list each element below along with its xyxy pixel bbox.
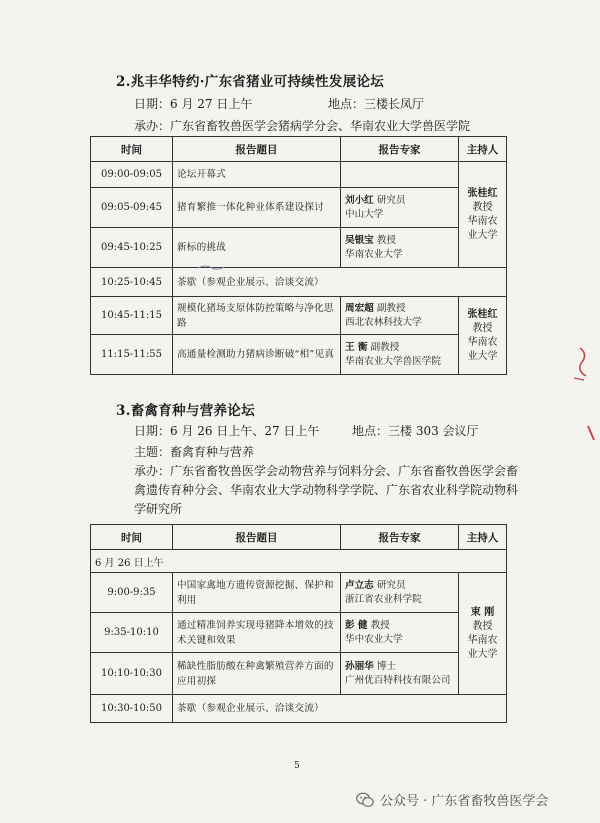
table-row [91,188,507,228]
expert-title: 研究员 [376,194,406,206]
expert-org: 浙江省农业科学院 [345,593,422,605]
row-expert [341,228,459,268]
row-topic: 通过精准饲养实现母猪降本增效的技术关键和效果 [173,613,341,653]
row-topic: 猪育繁推一体化种业体系建设探讨 [173,188,341,228]
row-expert [341,162,459,188]
row-topic: 高通量检测助力猪病诊断破“相”见真 [173,335,341,375]
expert-org: 西北农林科技大学 [345,316,422,328]
row-time: 10:25-10:45 [91,268,173,297]
table-header-row [91,137,507,162]
host-cell [459,162,507,268]
header-host: 主持人 [459,137,507,162]
host-org: 华南农业大学 [467,336,498,362]
footer-watermark [356,790,548,809]
host-title: 教授 [472,322,493,334]
expert-org: 华南农业大学兽医学院 [345,355,441,367]
host-cell [459,297,507,375]
header-time: 时间 [91,137,173,162]
host-cell [459,573,507,695]
host-name: 张桂红 [467,308,498,320]
expert-name: 刘小红 [345,194,374,206]
row-time: 11:15-11:55 [91,335,173,375]
row-time: 09:45-10:25 [91,228,173,268]
expert-title: 教授 [370,619,390,631]
expert-name: 吴银宝 [345,234,374,246]
section2-location: 地点：三楼长凤厅 [328,97,425,111]
header-expert: 报告专家 [341,525,459,550]
header-topic: 报告题目 [173,525,341,550]
table-row [91,335,507,375]
table-row [91,297,507,335]
section3-date: 日期：6 月 26 日上午、27 日上午 [134,424,320,438]
row-topic: 稀缺性脂肪酸在种禽繁殖营养方面的应用初探 [173,653,341,695]
host-name: 束 刚 [470,606,495,618]
header-expert: 报告专家 [341,137,459,162]
expert-name: 周宏超 [345,302,374,314]
expert-title: 研究员 [376,579,406,591]
table-header-row [91,525,507,550]
row-time: 09:05-09:45 [91,188,173,228]
row-expert [341,188,459,228]
header-time: 时间 [91,525,173,550]
header-topic: 报告题目 [173,137,341,162]
footer-text: 公众号 · 广东省畜牧兽医学会 [380,794,549,809]
table-row [91,573,507,613]
row-expert [341,613,459,653]
expert-org: 华南农业大学 [345,248,403,260]
table-row [91,613,507,653]
row-topic: 规模化猪场支原体防控策略与净化思路 [173,297,341,335]
section3-title: 3.畜禽育种与营养论坛 [116,403,255,419]
host-title: 教授 [472,201,493,213]
expert-name: 孙丽华 [345,660,374,672]
margin-scribble-icon [560,340,600,450]
pen-mark-icon [196,262,226,272]
row-expert [341,335,459,375]
expert-title: 副教授 [370,341,400,353]
row-topic: 中国家禽地方遗传资源挖掘、保护和利用 [173,573,341,613]
section2-date: 日期：6 月 27 日上午 [134,97,253,111]
table-row [91,228,507,268]
row-expert [341,653,459,695]
section3-theme: 主题：畜禽育种与营养 [134,445,255,459]
row-time: 10:30-10:50 [91,695,173,723]
row-topic: 茶歇（参观企业展示、洽谈交流） [173,695,507,723]
row-time: 10:10-10:30 [91,653,173,695]
section3-location: 地点：三楼 303 会议厅 [352,424,479,438]
section3-organizer: 承办：广东省畜牧兽医学会动物营养与饲料分会、广东省畜牧兽医学会畜禽遗传育种分会、华南农业大学动物科学学院、广东省农业科学院动物科学研究所 [134,464,519,516]
row-time: 9:00-9:35 [91,573,173,613]
row-time: 09:00-09:05 [91,162,173,188]
host-name: 张桂红 [467,187,498,199]
host-org: 华南农业大学 [467,215,498,241]
section2-title: 2.兆丰华特约·广东省猪业可持续性发展论坛 [116,74,385,90]
section2-organizer: 承办：广东省畜牧兽医学会猪病学分会、华南农业大学兽医学院 [134,119,471,133]
row-time: 10:45-11:15 [91,297,173,335]
day-row [91,550,507,573]
table-row [91,268,507,297]
wechat-icon [356,792,374,808]
day-label: 6 月 26 日上午 [91,550,507,573]
table-row [91,653,507,695]
row-topic: 新标的挑战 [173,228,341,268]
expert-title: 副教授 [376,302,406,314]
section2-schedule-table [90,136,507,375]
row-time: 9:35-10:10 [91,613,173,653]
host-org: 华南农业大学 [467,634,498,660]
row-expert [341,573,459,613]
table-row [91,162,507,188]
expert-org: 中山大学 [345,208,384,220]
expert-title: 教授 [376,234,397,246]
expert-org: 华中农业大学 [345,633,403,645]
row-expert [341,297,459,335]
expert-name: 卢立志 [345,579,374,591]
expert-name: 王 衡 [345,341,368,353]
expert-org: 广州优百特科技有限公司 [345,674,451,686]
row-topic: 茶歇（参观企业展示、洽谈交流） [173,268,507,297]
page-number: 5 [294,761,300,771]
section3-schedule-table [90,524,507,723]
header-host: 主持人 [459,525,507,550]
table-row [91,695,507,723]
row-topic: 论坛开幕式 [173,162,341,188]
expert-name: 彭 健 [345,619,368,631]
expert-title: 博士 [376,660,397,672]
host-title: 教授 [472,620,493,632]
